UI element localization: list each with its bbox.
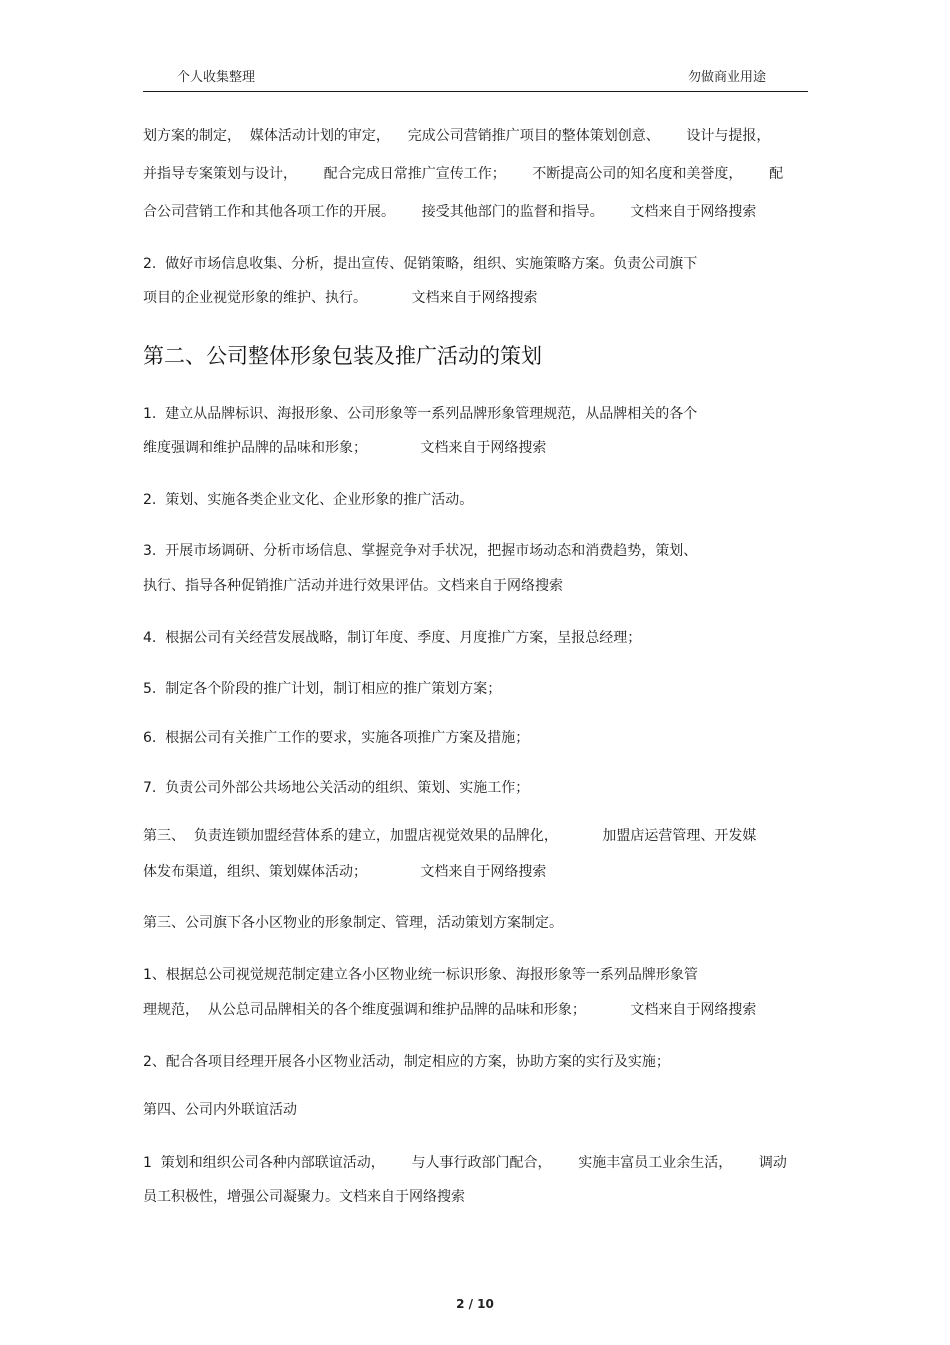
body-line: 第四、公司内外联谊活动	[143, 1102, 297, 1118]
header-rule	[143, 91, 808, 92]
body-line: 1、根据总公司视觉规范制定建立各小区物业统一标识形象、海报形象等一系列品牌形象管	[143, 967, 698, 983]
body-line: 员工积极性，增强公司凝聚力。文档来自于网络搜索	[143, 1189, 465, 1205]
section-heading: 第二、公司整体形象包装及推广活动的策划	[143, 344, 542, 368]
body-line: 7. 负责公司外部公共场地公关活动的组织、策划、实施工作；	[143, 780, 530, 796]
body-line: 2. 策划、实施各类企业文化、企业形象的推广活动。	[143, 492, 474, 508]
body-line: 执行、指导各种促销推广活动并进行效果评估。文档来自于网络搜索	[143, 578, 563, 594]
body-line: 项目的企业视觉形象的维护、执行。 文档来自于网络搜索	[143, 290, 538, 306]
body-line: 并指导专案策划与设计， 配合完成日常推广宣传工作； 不断提高公司的知名度和美誉度， 配	[143, 166, 784, 182]
body-line: 3. 开展市场调研、分析市场信息、掌握竞争对手状况，把握市场动态和消费趋势，策划、	[143, 543, 698, 559]
body-line: 1. 建立从品牌标识、海报形象、公司形象等一系列品牌形象管理规范，从品牌相关的各个	[143, 406, 698, 422]
body-line: 第三、 负责连锁加盟经营体系的建立，加盟店视觉效果的品牌化， 加盟店运营管理、开发媒	[143, 828, 757, 844]
header-left-text: 个人收集整理	[177, 70, 256, 85]
body-line: 第三、公司旗下各小区物业的形象制定、管理，活动策划方案制定。	[143, 915, 563, 931]
body-line: 2. 做好市场信息收集、分析，提出宣传、促销策略，组织、实施策略方案。负责公司旗下	[143, 256, 698, 272]
body-line: 5. 制定各个阶段的推广计划，制订相应的推广策划方案；	[143, 681, 502, 697]
body-line: 合公司营销工作和其他各项工作的开展。 接受其他部门的监督和指导。 文档来自于网络搜索	[143, 204, 757, 220]
body-line: 维度强调和维护品牌的品味和形象； 文档来自于网络搜索	[143, 440, 547, 456]
body-line: 体发布渠道，组织、策划媒体活动； 文档来自于网络搜索	[143, 864, 547, 880]
body-line: 理规范， 从公总司品牌相关的各个维度强调和维护品牌的品味和形象； 文档来自于网络搜索	[143, 1002, 757, 1018]
body-line: 划方案的制定， 媒体活动计划的审定， 完成公司营销推广项目的整体策划创意、 设计与提报，	[143, 128, 771, 144]
body-line: 4. 根据公司有关经营发展战略，制订年度、季度、月度推广方案，呈报总经理；	[143, 630, 642, 646]
header-right-text: 勿做商业用途	[688, 70, 767, 85]
body-line: 6. 根据公司有关推广工作的要求，实施各项推广方案及措施；	[143, 730, 530, 746]
body-line: 2、配合各项目经理开展各小区物业活动，制定相应的方案，协助方案的实行及实施；	[143, 1054, 670, 1070]
body-line: 1 策划和组织公司各种内部联谊活动， 与人事行政部门配合， 实施丰富员工业余生活， 调动	[143, 1155, 787, 1171]
page-number: 2 / 10	[456, 1297, 494, 1311]
